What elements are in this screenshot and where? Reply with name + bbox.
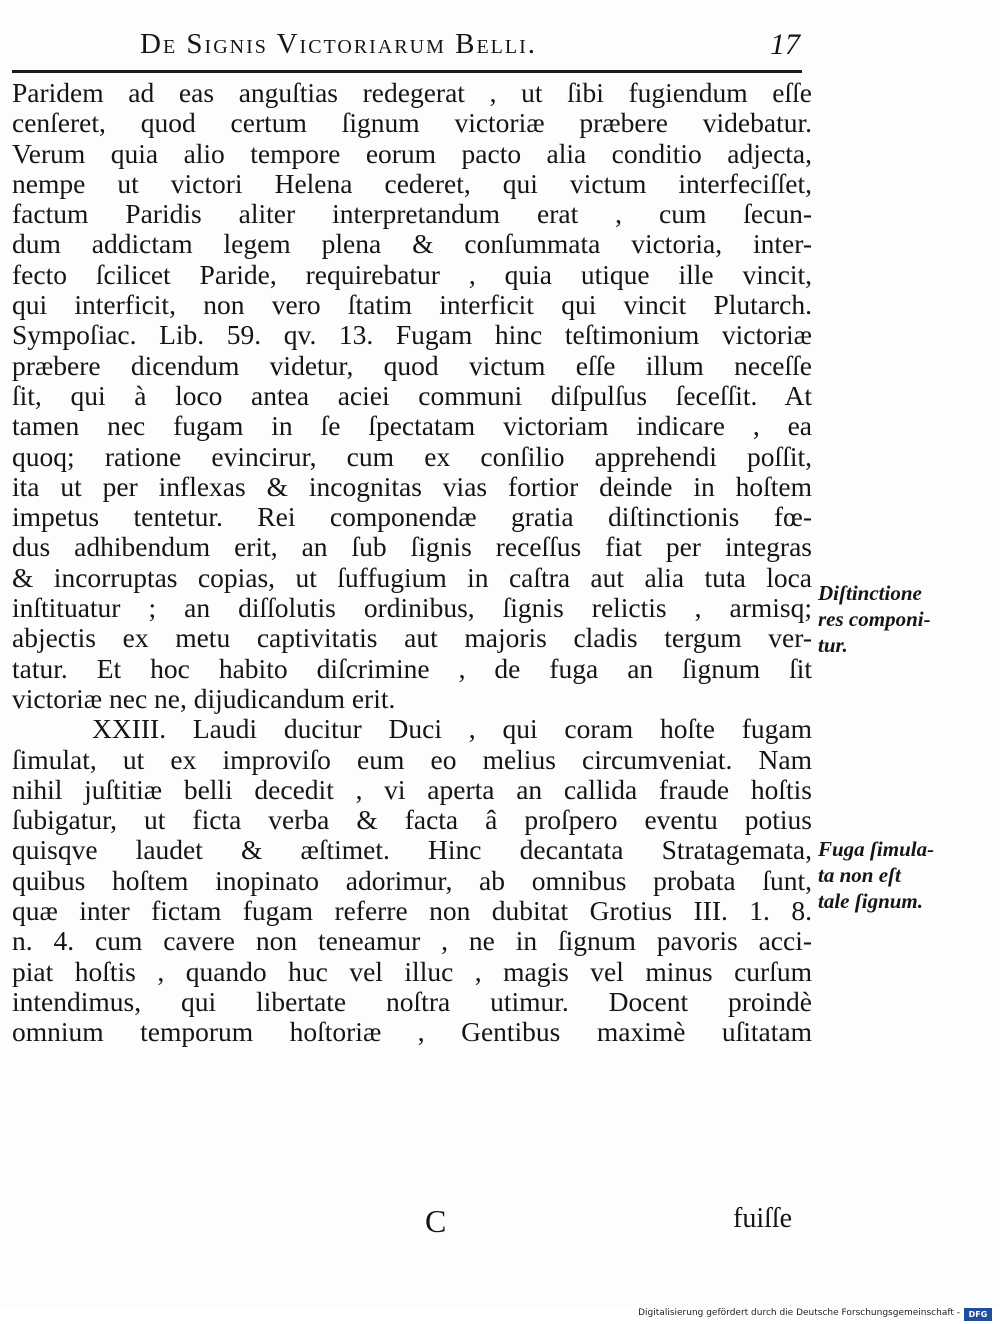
text-line: omnium temporum hoſtoriæ , Gentibus maximè uſitatam [12, 1016, 812, 1048]
text-line: qui interficit, non vero ſtatim interficit qui vincit Plutarch. [12, 289, 812, 321]
text-line: ſit, qui à loco antea aciei communi diſpulſus ſeceſſit. At [12, 379, 812, 411]
text-line: abjectis ex metu captivitatis aut majoris cladis tergum ver- [12, 622, 812, 654]
text-line: dus adhibendum erit, an ſub ſignis receſſus fiat per integras [12, 531, 812, 563]
running-title: De Signis Victoriarum Belli. [140, 28, 537, 60]
text-line: nihil juſtitiæ belli decedit , vi aperta an callida fraude hoſtis [12, 773, 812, 805]
text-line: fecto ſcilicet Paride, requirebatur , quia utique ille vincit, [12, 258, 812, 290]
header-rule [12, 70, 802, 73]
marginal-line: Fuga ſimula- [818, 837, 935, 861]
text-line: Sympoſiac. Lib. 59. qv. 13. Fugam hinc teſtimonium victoriæ [12, 319, 812, 351]
text-line: cenſeret, quod certum ſignum victoriæ præbere videbatur. [12, 107, 812, 139]
text-line: quisqve laudet & æſtimet. Hinc decantata Stratagemata, [12, 834, 812, 866]
text-line: quoq; ratione evincirur, cum ex conſilio apprehendi poſſit, [12, 440, 812, 472]
text-line: ſimulat, ut ex improviſo eum eo melius circumveniat. Nam [12, 743, 812, 775]
text-line: quæ inter fictam fugam referre non dubitat Grotius III. 1. 8. [12, 895, 812, 927]
text-line: præbere dicendum videtur, quod victum eſſe illum neceſſe [12, 349, 812, 381]
text-line: quibus hoſtem inopinato adorimur, ab omnibus probata ſunt, [12, 864, 812, 896]
text-line: nempe ut victori Helena cederet, qui victum interfeciſſet, [12, 167, 812, 199]
marginal-line: ta non eſt [818, 863, 901, 887]
marginal-line: tur. [818, 633, 848, 657]
catchword: fuiſſe [733, 1203, 793, 1234]
text-line: Verum quia alio tempore eorum pacto alia conditio adjecta, [12, 137, 812, 169]
text-line: & incorruptas copias, ut ſuffugium in caſtra aut alia tuta loca [12, 561, 812, 593]
signature-mark: C [425, 1203, 447, 1239]
text-line: ita ut per inflexas & incognitas vias fortior deinde in hoſtem [12, 470, 812, 502]
text-line: tamen nec fugam in ſe ſpectatam victoriam indicare , ea [12, 410, 812, 442]
marginal-note-distinctione [818, 580, 993, 658]
digitization-footer [0, 1307, 1000, 1324]
text-line: impetus tentetur. Rei componendæ gratia diſtinctionis fœ- [12, 501, 812, 533]
text-line: ſubigatur, ut ficta verba & facta â proſpero eventu potius [12, 804, 812, 836]
text-line: factum Paridis aliter interpretandum erat , cum ſecun- [12, 198, 812, 230]
text-line: victoriæ nec ne, dijudicandum erit. [12, 682, 396, 714]
dfg-logo-icon: DFG [964, 1308, 992, 1321]
page-number: 17 [770, 28, 800, 61]
text-line: n. 4. cum cavere non teneamur , ne in ſignum pavoris acci- [12, 925, 812, 957]
text-line: tatur. Et hoc habito diſcrimine , de fuga an ſignum ſit [12, 652, 812, 684]
body-text [12, 78, 812, 1048]
text-line: intendimus, qui libertate noſtra utimur. Docent proindè [12, 985, 812, 1017]
text-line: inſtituatur ; an diſſolutis ordinibus, ſignis relictis , armisq; [12, 592, 812, 624]
marginal-line: res componi- [818, 607, 931, 631]
marginal-line: tale ſignum. [818, 889, 924, 913]
text-line: dum addictam legem plena & conſummata victoria, inter- [12, 228, 812, 260]
text-line: Paridem ad eas anguſtias redegerat , ut ſibi fugiendum eſſe [12, 77, 812, 108]
running-head [140, 28, 800, 68]
section-start-line: XXIII. Laudi ducitur Duci , qui coram hoſte fugam [92, 713, 812, 745]
text-line: piat hoſtis , quando huc vel illuc , magis vel minus curſum [12, 955, 812, 987]
footer-credit: Digitalisierung gefördert durch die Deutsche Forschungsgemeinschaft - [638, 1308, 960, 1318]
marginal-line: Diſtinctione [818, 581, 922, 605]
marginal-note-fuga [818, 836, 993, 914]
